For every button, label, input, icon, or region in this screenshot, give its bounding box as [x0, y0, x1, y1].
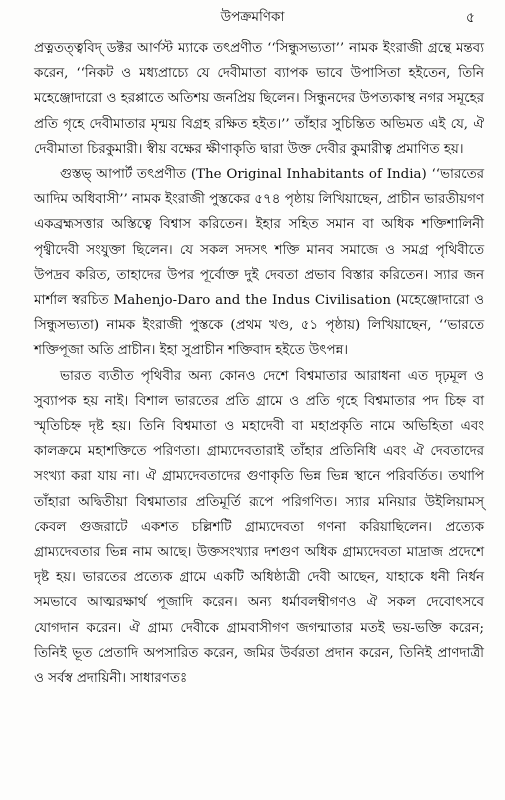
- paragraph-3: ভারত ব্যতীত পৃথিবীর অন্য কোনও দেশে বিশ্বমাতার আরাধনা এত দৃঢ়মূল ও সুব্যাপক হয় নাই। বিশাল ভারতের প্রতি গ্রামে ও প্রতি গৃহে বিশ্বমাতার পদ চিহ্ন বা স্মৃতিচিহ্ন দৃষ্ট হয়। তিনি বিশ্বমাতা ও মহাদেবী বা মহাপ্রকৃতি নামে অভিহিতা এবং কালক্রমে মহাশক্তিতে পরিণতা। গ্রাম্যদেবতারাই তাঁহার প্রতিনিধি এবং ঐ দেবতাদের সংখ্যা করা যায় না। ঐ গ্রাম্যদেবতাদের গুণাকৃতি ভিন্ন ভিন্ন স্থানে পরিবর্তিত। তথাপি তাঁহারা অদ্বিতীয়া বিশ্বমাতার প্রতিমূর্তি রূপে পরিগণিত। স্যার মনিয়ার উইলিয়ামস্ কেবল গুজরাটে একশত চল্লিশটি গ্রাম্যদেবতা গণনা করিয়াছিলেন। প্রত্যেক গ্রাম্যদেবতার ভিন্ন নাম আছে। উক্তসংখ্যার দশগুণ অধিক গ্রাম্যদেবতা মাদ্রাজ প্রদেশে দৃষ্ট হয়। ভারতের প্রত্যেক গ্রামে একটি অধিষ্ঠাত্রী দেবী আছেন, যাহাকে ধনী নির্ধন সমভাবে আত্মরক্ষার্থ পূজাদি করেন। অন্য ধর্মাবলম্বীগণও ঐ সকল দেবোৎসবে যোগদান করেন। ঐ গ্রাম্য দেবীকে গ্রামবাসীগণ জগন্মাতার মতই ভয়-ভক্তি করেন; তিনিই ভূত প্রেতাদি অপসারিত করেন, জমির উর্বরতা প্রদান করেন, তিনিই প্রাণদাত্রী ও সর্বস্ব প্রদায়িনী। সাধারণতঃ: [34, 368, 484, 687]
- page-header: [0, 6, 505, 28]
- body-text: [34, 36, 484, 691]
- paragraph-2: গুস্তভ্ আপার্ট তৎপ্রণীত (The Original Inhabitants of India) ‘‘ভারতের আদিম অধিবাসী’’ নামক ইংরাজী পুস্তকের ৫৭৪ পৃষ্ঠায় লিখিয়াছেন, প্রাচীন ভারতীয়গণ একব্রহ্মসত্তার অস্তিত্বে বিশ্বাস করিতেন। ইহার সহিত সমান বা অধিক শক্তিশালিনী পৃথ্বীদেবী সংযুক্তা ছিলেন। যে সকল সদসৎ শক্তি মানব সমাজে ও সমগ্র পৃথিবীতে উপদ্রব করিত, তাহাদের উপর পূর্বোক্ত দুই দেবতা প্রভাব বিস্তার করিতেন। স্যার জন মার্শাল স্বরচিত Mahenjo-Daro and the Indus Civilisation (মহেঞ্জোদারো ও সিন্ধুসভ্যতা) নামক ইংরাজী পুস্তকে (প্রথম খণ্ড, ৫১ পৃষ্ঠায়) লিখিয়াছেন, ‘‘ভারতে শক্তিপূজা অতি প্রাচীন। ইহা সুপ্রাচীন শক্তিবাদ হইতে উৎপন্ন।: [34, 167, 484, 359]
- paragraph-1: প্রত্নতত্ত্ববিদ্ ডক্টর আর্ণস্ট ম্যাকে তৎপ্রণীত ‘‘সিন্ধুসভ্যতা’’ নামক ইংরাজী গ্রন্থে মন্তব্য করেন, ‘‘নিকট ও মধ্যপ্রাচ্যে যে দেবীমাতা ব্যাপক ভাবে উপাসিতা হইতেন, তিনি মহেঞ্জোদারো ও হরপ্পাতে অতিশয় জনপ্রিয় ছিলেন। সিন্ধুনদের উপত্যকাস্থ নগর সমূহের প্রতি গৃহে দেবীমাতার মৃন্ময় বিগ্রহ রক্ষিত হইত।’’ তাঁহার সুচিন্তিত অভিমত এই যে, ঐ দেবীমাতা চিরকুমারী। স্বীয় বক্ষের ক্ষীণাকৃতি দ্বারা উক্ত দেবীর কুমারীত্ব প্রমাণিত হয়।: [34, 41, 484, 157]
- running-title: উপক্রমণিকা: [220, 9, 285, 25]
- page-number: ৫: [465, 10, 475, 26]
